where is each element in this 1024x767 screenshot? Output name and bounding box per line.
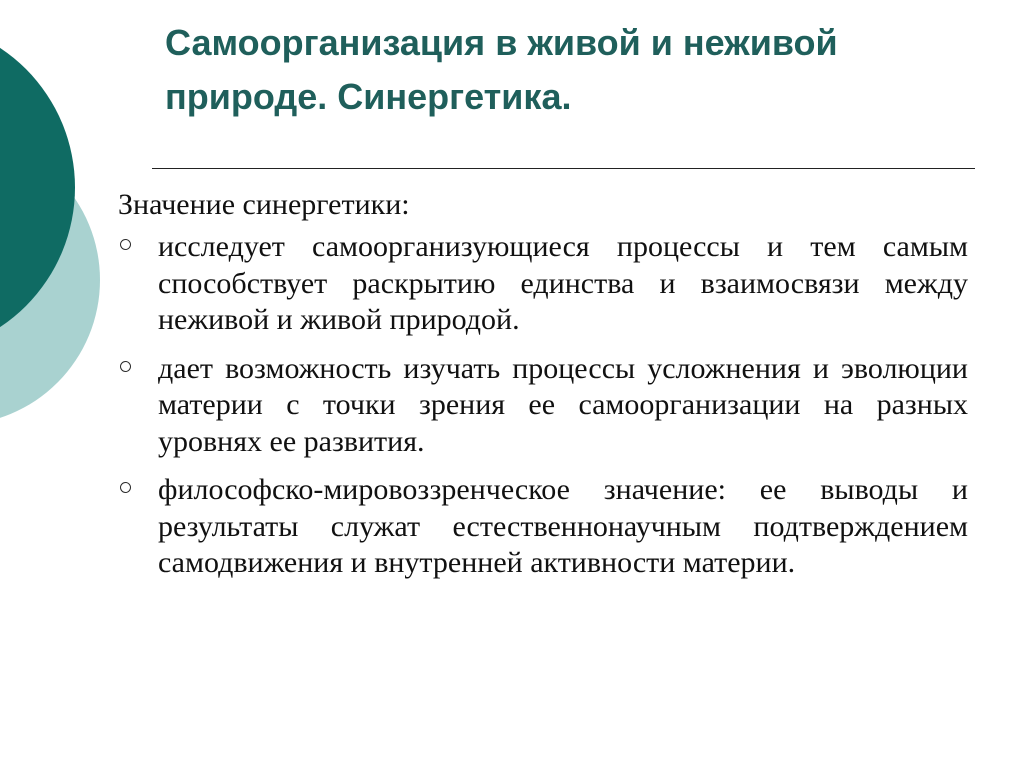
title-divider [152,168,975,169]
bullet-list [118,229,968,582]
list-item-text: дает возможность изучать процессы усложнения и эволюции материи с точки зрения ее самоорганизации на разных уровнях ее развития. [158,351,968,458]
hollow-circle-icon [120,482,131,493]
list-item [118,472,968,582]
hollow-circle-icon [120,361,131,372]
slide-body [118,187,968,594]
hollow-circle-icon [120,239,131,250]
list-item-text: исследует самоорганизующиеся процессы и тем самым способствует раскрытию единства и взаимосвязи между неживой и живой природой. [158,230,968,336]
intro-text: Значение синергетики: [118,188,410,221]
slide-title: Самоорганизация в живой и неживой природе. Синергетика. [165,22,838,117]
list-item-text: философско-мировоззренческое значение: ее выводы и результаты служат естественнонаучным подтверждением самодвижения и внутренней активности материи. [158,473,968,579]
list-item [118,351,968,461]
list-item [118,229,968,339]
